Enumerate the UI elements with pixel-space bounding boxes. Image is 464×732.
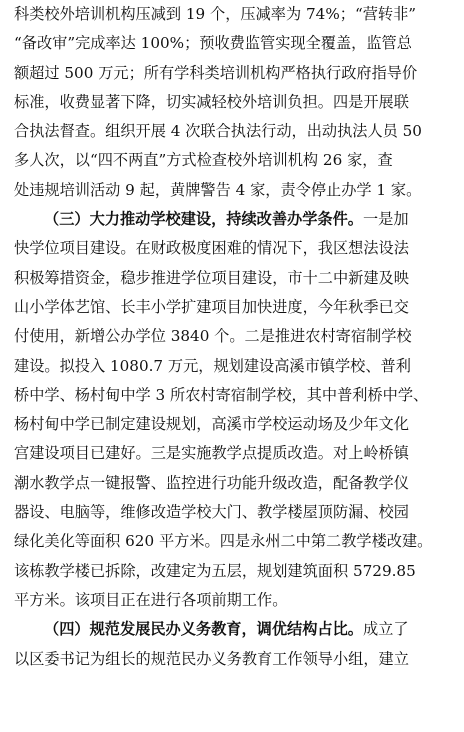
text-line: 标准，收费显著下降，切实减轻校外培训负担。四是开展联 xyxy=(14,92,409,111)
text-line: 处违规培训活动 9 起，黄牌警告 4 家，责令停止办学 1 家。 xyxy=(14,180,422,199)
section-4-first-line xyxy=(14,615,460,644)
section-3-first-line xyxy=(14,205,460,234)
text-line: 科类校外培训机构压减到 19 个，压减率为 74%；“营转非” xyxy=(14,5,417,23)
text-line: 宫建设项目已建好。三是实施教学点提质改造。对上岭桥镇 xyxy=(14,444,409,463)
text-line: 潮水教学点一键报警、监控进行功能升级改造，配备教学仪 xyxy=(14,473,409,492)
section-3-lead-text: 一是加 xyxy=(362,210,409,229)
section-4-lead-text: 成立了 xyxy=(362,620,409,639)
section-3-heading: （三）大力推动学校建设，持续改善办学条件。 xyxy=(44,210,363,229)
text-line: 建设。拟投入 1080.7 万元，规划建设高溪市镇学校、普利 xyxy=(14,356,411,375)
section-4-heading: （四）规范发展民办义务教育，调优结构占比。 xyxy=(44,620,363,639)
text-line: 绿化美化等面积 620 平方米。四是永州二中第二教学楼改建。 xyxy=(14,532,433,551)
text-line: “备改审”完成率达 100%；预收费监管实现全覆盖，监管总 xyxy=(14,34,412,53)
text-line: 桥中学、杨村甸中学 3 所农村寄宿制学校，其中普利桥中学、 xyxy=(14,385,429,404)
text-line: 额超过 500 万元；所有学科类培训机构严格执行政府指导价 xyxy=(14,63,418,82)
text-line: 山小学体艺馆、长丰小学扩建项目加快进度，今年秋季已交 xyxy=(14,297,409,316)
text-line: 以区委书记为组长的规范民办义务教育工作领导小组，建立 xyxy=(14,649,409,668)
text-line: 快学位项目建设。在财政极度困难的情况下，我区想法设法 xyxy=(14,239,409,258)
text-line: 付使用，新增公办学位 3840 个。二是推进农村寄宿制学校 xyxy=(14,327,412,346)
text-line: 器设、电脑等，维修改造学校大门、教学楼屋顶防漏、校园 xyxy=(14,503,409,522)
text-line: 该栋教学楼已拆除，改建定为五层，规划建筑面积 5729.85 xyxy=(14,561,416,580)
text-line: 平方米。该项目正在进行各项前期工作。 xyxy=(14,590,288,609)
text-line: 杨村甸中学已制定建设规划，高溪市学校运动场及少年文化 xyxy=(14,415,409,434)
text-line: 多人次，以“四不两直”方式检查校外培训机构 26 家，查 xyxy=(14,151,393,170)
text-line: 合执法督查。组织开展 4 次联合执法行动，出动执法人员 50 xyxy=(14,122,422,141)
text-line: 积极筹措资金，稳步推进学位项目建设，市十二中新建及映 xyxy=(14,268,409,287)
